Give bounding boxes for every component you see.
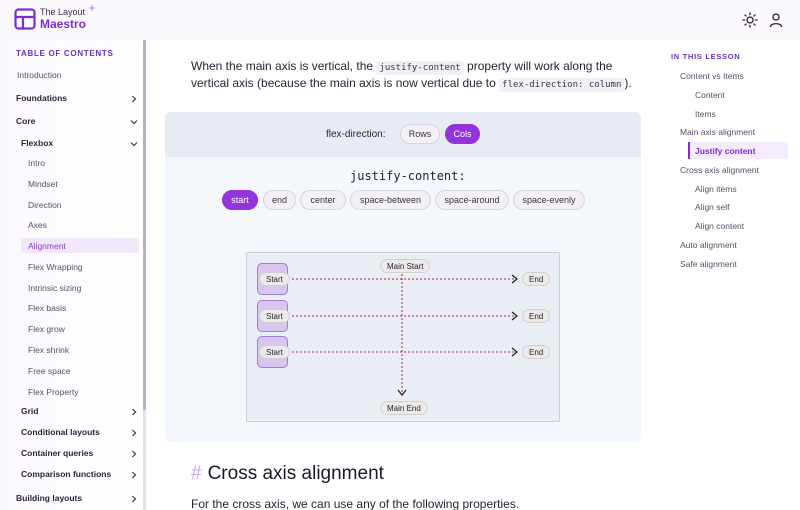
inline-code: justify-content	[376, 61, 463, 75]
sidebar-scrollbar[interactable]	[143, 40, 146, 510]
sidebar-item-flex-wrapping[interactable]: Flex Wrapping	[28, 262, 83, 272]
direction-option-cols[interactable]: Cols	[445, 124, 480, 144]
inline-code: flex-direction: column	[499, 78, 624, 92]
sidebar-item-building-layouts[interactable]: Building layouts	[16, 493, 83, 503]
chevron-down-icon[interactable]	[129, 117, 139, 127]
sidebar-item-intro[interactable]: Intro	[28, 158, 46, 168]
user-icon[interactable]	[768, 12, 784, 28]
body-paragraph-line2	[191, 76, 632, 90]
direction-option-rows[interactable]: Rows	[400, 124, 440, 144]
end-label: End	[522, 345, 550, 359]
top-header	[0, 0, 800, 40]
para-text: ).	[624, 76, 632, 90]
sidebar-item-axes[interactable]: Axes	[28, 220, 47, 230]
para-text: When the main axis is vertical, the	[191, 59, 374, 73]
start-label: Start	[259, 345, 290, 359]
sidebar-item-container-queries[interactable]: Container queries	[21, 448, 94, 458]
sidebar-item-core[interactable]: Core	[16, 116, 36, 126]
sidebar-item-free-space[interactable]: Free space	[28, 366, 71, 376]
section-paragraph: For the cross axis, we can use any of the following properties.	[191, 497, 520, 510]
sidebar	[0, 40, 146, 510]
sidebar-item-grid[interactable]: Grid	[21, 406, 39, 416]
axis-arrows	[246, 252, 560, 422]
main-end-label: Main End	[380, 401, 428, 415]
lesson-item-items[interactable]: Items	[695, 109, 716, 119]
lesson-toc-title: IN THIS LESSON	[671, 52, 741, 61]
sidebar-item-flex-grow[interactable]: Flex grow	[28, 324, 65, 334]
para-text: property will work along the	[467, 59, 613, 73]
justify-content-label: justify-content:	[350, 169, 466, 183]
scrollbar-thumb[interactable]	[143, 40, 146, 410]
chevron-right-icon[interactable]	[129, 470, 139, 480]
lesson-item-align-content[interactable]: Align content	[695, 221, 745, 231]
site-logo[interactable]	[14, 8, 86, 30]
sidebar-item-flexbox[interactable]: Flexbox	[21, 138, 54, 148]
end-label: End	[522, 309, 550, 323]
sidebar-item-alignment[interactable]: Alignment	[28, 241, 66, 251]
chevron-right-icon[interactable]	[129, 94, 139, 104]
lesson-item-main-axis-alignment[interactable]: Main axis alignment	[680, 127, 756, 137]
start-label: Start	[259, 272, 290, 286]
lesson-item-justify-content[interactable]: Justify content	[695, 146, 756, 156]
sun-icon[interactable]	[742, 12, 758, 28]
justify-option-center[interactable]: center	[300, 190, 346, 210]
lesson-item-auto-alignment[interactable]: Auto alignment	[680, 240, 737, 250]
toc-title: TABLE OF CONTENTS	[16, 49, 114, 58]
justify-option-end[interactable]: end	[263, 190, 296, 210]
lesson-item-content-vs-items[interactable]: Content vs Items	[680, 71, 744, 81]
sidebar-item-introduction[interactable]: Introduction	[17, 70, 62, 80]
sidebar-item-direction[interactable]: Direction	[28, 200, 62, 210]
lesson-item-content[interactable]: Content	[695, 90, 725, 100]
chevron-right-icon[interactable]	[129, 494, 139, 504]
sidebar-item-foundations[interactable]: Foundations	[16, 93, 67, 103]
sidebar-item-flex-basis[interactable]: Flex basis	[28, 303, 67, 313]
logo-line1: The Layout	[40, 7, 86, 17]
justify-option-space-around[interactable]: space-around	[435, 190, 509, 210]
justify-option-start[interactable]: start	[222, 190, 258, 210]
justify-option-space-evenly[interactable]: space-evenly	[513, 190, 585, 210]
sparkle-icon	[88, 4, 96, 12]
sidebar-item-comparison-functions[interactable]: Comparison functions	[21, 469, 112, 479]
sidebar-item-intrinsic-sizing[interactable]: Intrinsic sizing	[28, 283, 82, 293]
lesson-item-align-items[interactable]: Align items	[695, 184, 737, 194]
end-label: End	[522, 272, 550, 286]
sidebar-item-flex-shrink[interactable]: Flex shrink	[28, 345, 70, 355]
logo-icon	[14, 8, 36, 30]
lesson-item-cross-axis-alignment[interactable]: Cross axis alignment	[680, 165, 759, 175]
section-heading	[191, 463, 384, 485]
start-label: Start	[259, 309, 290, 323]
body-paragraph-line1	[191, 59, 612, 73]
sidebar-item-flex-property[interactable]: Flex Property	[28, 387, 79, 397]
lesson-item-align-self[interactable]: Align self	[695, 202, 730, 212]
main-start-label: Main Start	[380, 259, 430, 273]
chevron-right-icon[interactable]	[129, 407, 139, 417]
chevron-down-icon[interactable]	[129, 139, 139, 149]
section-heading-text: Cross axis alignment	[207, 463, 384, 484]
chevron-right-icon[interactable]	[129, 428, 139, 438]
para-text: vertical axis (because the main axis is now vertical due to	[191, 76, 496, 90]
chevron-right-icon[interactable]	[129, 449, 139, 459]
sidebar-item-conditional-layouts[interactable]: Conditional layouts	[21, 427, 100, 437]
sidebar-item-mindset[interactable]: Mindset	[28, 179, 58, 189]
flex-direction-label: flex-direction:	[326, 129, 386, 140]
logo-line2: Maestro	[40, 17, 87, 31]
hash-icon[interactable]: #	[191, 463, 202, 484]
justify-option-space-between[interactable]: space-between	[350, 190, 431, 210]
lesson-item-safe-alignment[interactable]: Safe alignment	[680, 259, 737, 269]
